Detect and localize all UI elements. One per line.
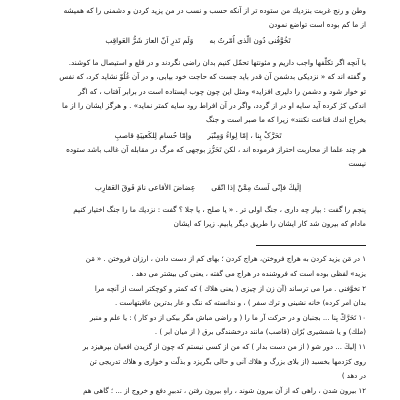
body-line: پنجم را گفت : بيار چه دارى ، جنگ اولى تر . « يا صلح ، يا جلا ؟ گفت : نزديك ما را جنگ اختيار كنيم bbox=[73, 204, 366, 214]
verse-hemistich-right: تَحَرَّکْ بِنا ، إمّا لِواءُ وَمِنْبَر bbox=[207, 130, 282, 140]
body-line: مادام كه بيرون شد كار ايشان را طريق ديگر يابيم. زيرا كه ايشان bbox=[173, 219, 366, 229]
footnote-line: بدان امر كرده) خانه نشينى و ترك سفر ) ، و ندانسته كه ننگ و عار بدترين عاقبتهاست . bbox=[114, 299, 366, 308]
body-line: هر چند علما از محاربت احتراز فرموده اند ، لكن تَحَرُّز بوجهى كه مرگ در مقابله آن غالب باشد ستوده bbox=[66, 144, 366, 154]
verse-couplet bbox=[30, 33, 366, 48]
footnote-line: ۱ در مَن يزيد كردن به هراج فروختن، هراج كردن ؛ بهای كم از دست دادن ، ارزان فروختن . « مَن bbox=[85, 255, 366, 264]
body-line: با آنچه اگر تكلّفها واجب داريم و مئونتها تحمّل كنيم بدان راضى نگردند و در قلع و استيصال ما كوشند. bbox=[68, 57, 366, 67]
footnote-divider bbox=[256, 245, 366, 246]
body-line: تو خوار شود و دشمن را دليرى افزايد» ومثل اين چون چوب ايستاده است در برابر آفتاب ، كه اگر bbox=[78, 86, 366, 96]
body-line: بخراج اندك قناعت نكنند» زيرا که ما صبر است و جنگ bbox=[206, 115, 366, 125]
footnote-line: ۲ تخوَّفنی . مرا مى ترساند (آن زن از چيزى ( يعنى هلاك ) كه كمتر و كوچكتر است از آنچه مرا bbox=[94, 284, 366, 293]
footnote-line: ۱۰ تَحَرَّكْ بِنا ... بجنبان و در حركت آر ما را ( و راضى مباش مگر بيكى از دو كار ) : يا علم و منبر bbox=[89, 313, 366, 322]
footnote-line: (ملك) و يا شمشيرى بُرّان (قاصب) مانند درخشندگى برق ( از ميان ابر ) . bbox=[154, 328, 366, 337]
verse-hemistich-left: عِضاضَ الأفاعی نامَ فَوقَ العَقارِب bbox=[94, 182, 196, 192]
verse-couplet bbox=[30, 180, 366, 195]
footnote-line: روى كژدمها بخسبد (از بلاى بزرگ و هلاك آنى و حالى بگريزد و بذلّت و خوارى و هلاك تدريجى تن bbox=[89, 357, 366, 366]
body-line: و گفته اند كه « نزديكى بدشمن آن قدر بايد جست كه حاجت خود بيابى، و در آن غُلُوّ نشايد كرد، كه نفس bbox=[59, 72, 366, 82]
verse-hemistich-left: وَلَم تَدرِ اَنّ العارَ شَرُّ العَواقِب bbox=[105, 35, 194, 45]
body-line: اندكى كژ كرده آيد سايه او در از گردد، واگر در آن افراط رود سايه كمتر نمايد» . و هرگز ايشان را از ما bbox=[61, 101, 366, 111]
footnote-line: در دهد ) bbox=[341, 372, 366, 381]
footnote-line: ۱۲ بيرون شدن ، راهى كه از آن بيرون شوند ، راهِ بيرون رفتن ، تدبيرِ دفع و خروج از ... ؛ گاهى هم bbox=[83, 386, 366, 395]
footnote-line: يزيد» لفظى بوده است كه فروشنده در هراج مى گفته ، يعنى كى بيشتر مى دهد . bbox=[131, 270, 366, 279]
verse-couplet bbox=[30, 128, 366, 143]
body-line: نيست bbox=[348, 159, 366, 169]
verse-hemistich-right: تَخُوَّفُنی دُون الّذی اُمّرتُ به bbox=[209, 35, 291, 45]
verse-hemistich-right: إلَیكَ فإنّی لَستُ مِمَّنْ إذا اتّقَی bbox=[211, 182, 302, 192]
footnote-line: ۱۱ إلیكَ ... دور شو ( از من دست بدار ) كه من از كسى نيستم كه چون از گزيدن افعيان بپرهيزد بر bbox=[82, 343, 366, 352]
body-line: وطن و رنج غربت بنزديك من ستوده تر از آنكه حسب و نسب در من يزيد كردن و دشمنى را كه هميشه bbox=[63, 6, 366, 15]
body-line: از ما كم بوده است تواضع نمودن bbox=[268, 20, 366, 30]
verse-hemistich-left: وإمّا حُسام لِلكَعيبَةِ قاصبِ bbox=[114, 130, 192, 140]
